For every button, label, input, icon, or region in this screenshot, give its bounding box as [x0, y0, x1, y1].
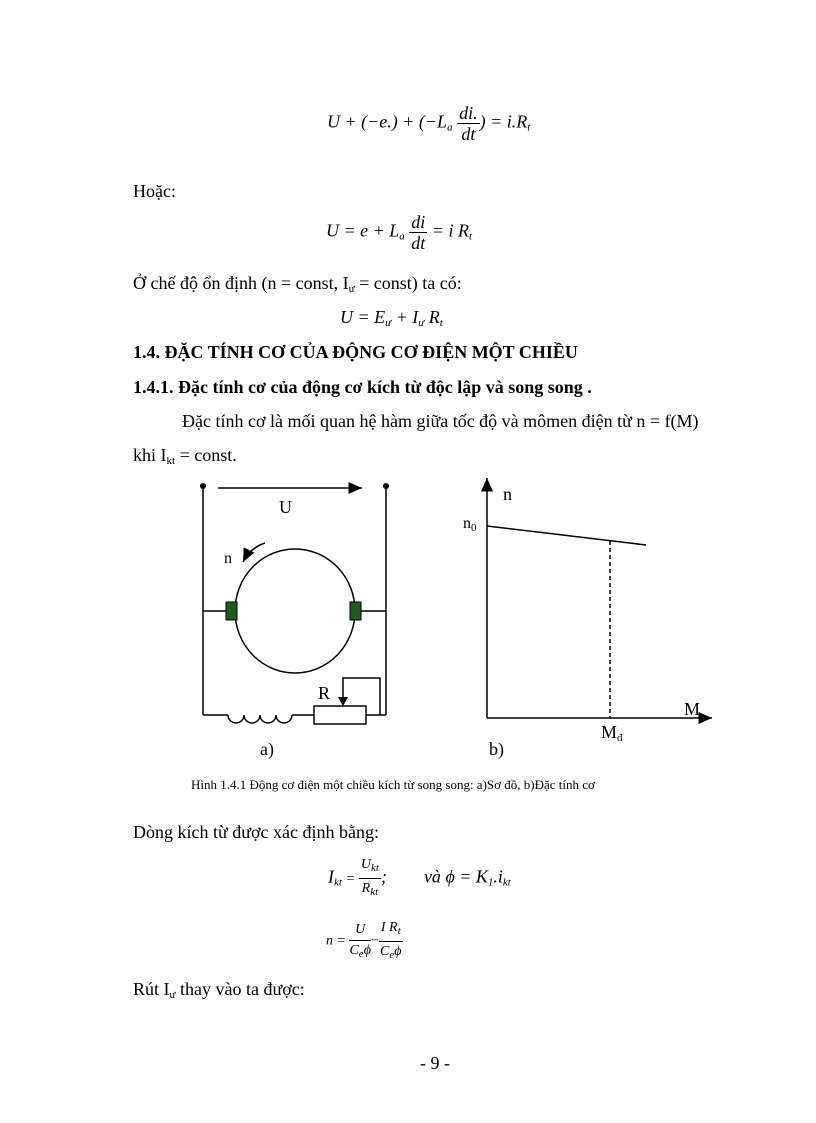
- eq4-va: và: [423, 866, 446, 887]
- Md-main: M: [601, 722, 618, 742]
- eq5-minus: −: [370, 933, 379, 949]
- rut-post: thay vào ta được:: [175, 979, 305, 999]
- eq5-n: n =: [326, 933, 346, 949]
- eq1-sub-t: t: [527, 121, 531, 134]
- label-M-axis: M: [684, 699, 701, 719]
- equation-5: [326, 918, 403, 965]
- eq1-lhs: U + (−e.) + (−L: [327, 111, 448, 132]
- eq3-sub1: ư: [385, 317, 392, 329]
- eq5-num2: I R: [380, 920, 398, 935]
- eq4-tail-sub: kt: [502, 876, 511, 889]
- rut-pre: Rút I: [133, 979, 170, 999]
- label-b: b): [489, 739, 504, 759]
- eq5-den1-phi: ϕ: [363, 942, 371, 958]
- brush-right: [350, 602, 361, 620]
- steady-sub: ư: [348, 283, 355, 295]
- label-n-axis: n: [503, 484, 512, 504]
- eq5-den2-sub: e: [389, 949, 395, 961]
- eq5-num2-sub: t: [397, 925, 401, 937]
- paragraph-line-1: Đặc tính cơ là mối quan hệ hàm giữa tốc độ và mômen điện từ n = f(M): [182, 411, 699, 431]
- page-number: - 9 -: [420, 1053, 450, 1073]
- armature-circle: [235, 549, 355, 673]
- eq5-num1: U: [349, 920, 370, 941]
- equation-4: $I_{kt}$ = $\frac{U_{kt}}{R_{kt}}$ ; và $\phi = K_1.i_{kt}$: [328, 855, 511, 902]
- eq1-num: di.: [459, 103, 478, 123]
- eq3-a: U = E: [340, 307, 386, 327]
- eq4-phi: ϕ = K: [445, 866, 488, 887]
- section-title: 1.4. ĐẶC TÍNH CƠ CỦA ĐỘNG CƠ ĐIỆN MỘT CHIỀU: [133, 342, 578, 362]
- eq4-num: U: [360, 857, 371, 872]
- eq4-tail: .i: [493, 866, 503, 887]
- n0-sub: 0: [471, 522, 477, 534]
- Md-sub: đ: [617, 732, 623, 744]
- label-U: U: [279, 497, 292, 517]
- para2-post: = const.: [175, 445, 237, 465]
- eq1-sub-a: a: [447, 121, 453, 134]
- rheostat-wiper-wire: [343, 678, 380, 715]
- eq2-lhs: U = e + L: [326, 220, 400, 241]
- hoac-label: Hoặc:: [133, 181, 176, 201]
- circuit-schematic: [200, 483, 389, 724]
- label-n-rotation: n: [224, 550, 232, 567]
- para2-pre: khi I: [133, 445, 167, 465]
- eq5-den1-sub: e: [358, 947, 364, 960]
- eq2-num: di: [411, 212, 426, 232]
- n0-main: n: [463, 515, 471, 532]
- eq2-den: dt: [411, 233, 426, 253]
- label-n0: [463, 513, 477, 539]
- rut-sub: ư: [169, 989, 176, 1001]
- eq4-I: I: [328, 866, 334, 887]
- field-coil: [228, 715, 292, 723]
- eq2-sub-a: a: [399, 230, 405, 243]
- rheostat: [314, 706, 366, 724]
- figure-caption: Hình 1.4.1 Động cơ điện một chiều kích từ song song: a)Sơ đồ, b)Đặc tính cơ: [191, 777, 595, 792]
- eq5-frac1: [349, 920, 370, 964]
- label-R: R: [318, 683, 331, 703]
- eq2-rhs: = i R: [427, 220, 469, 241]
- eq5-den2: C: [379, 944, 390, 959]
- subsection-title: 1.4.1. Đặc tính cơ của động cơ kích từ độc lập và song song .: [133, 377, 592, 397]
- label-Md: [601, 721, 623, 749]
- eq4-den: R: [361, 881, 371, 896]
- eq3-c: R: [424, 307, 440, 327]
- mechanical-characteristic: [487, 478, 712, 718]
- eq2-sub-t: t: [468, 230, 473, 243]
- rheostat-wiper-arrow: [338, 697, 348, 706]
- eq4-fraction: [359, 855, 381, 902]
- eq5-den2-phi: ϕ: [394, 944, 402, 959]
- eq3-sub2: ư: [418, 317, 425, 329]
- eq3-b: + I: [391, 307, 419, 327]
- brush-left: [226, 602, 237, 620]
- eq3-sub3: t: [439, 317, 443, 329]
- eq1-rhs: ) = i.R: [479, 111, 528, 132]
- eq4-num-sub: kt: [370, 862, 379, 874]
- para2-sub: kt: [166, 455, 176, 467]
- label-a: a): [260, 739, 274, 759]
- steady-post: = const) ta có:: [354, 273, 462, 293]
- eq5-den1: C: [349, 942, 359, 958]
- characteristic-line: [487, 526, 646, 545]
- eq5-frac2: [379, 918, 403, 965]
- eq4-den-sub: kt: [370, 886, 379, 898]
- eq4-K-sub: 1: [487, 876, 494, 889]
- rut-text: [133, 978, 305, 1006]
- eq4-I-sub: kt: [334, 876, 342, 889]
- eq4-semicolon: ;: [380, 866, 387, 887]
- eq1-den: dt: [461, 124, 476, 144]
- kt-intro-text: Dòng kích từ được xác định bằng:: [133, 822, 379, 842]
- steady-pre: Ở chế độ ổn định (n = const, I: [133, 273, 349, 293]
